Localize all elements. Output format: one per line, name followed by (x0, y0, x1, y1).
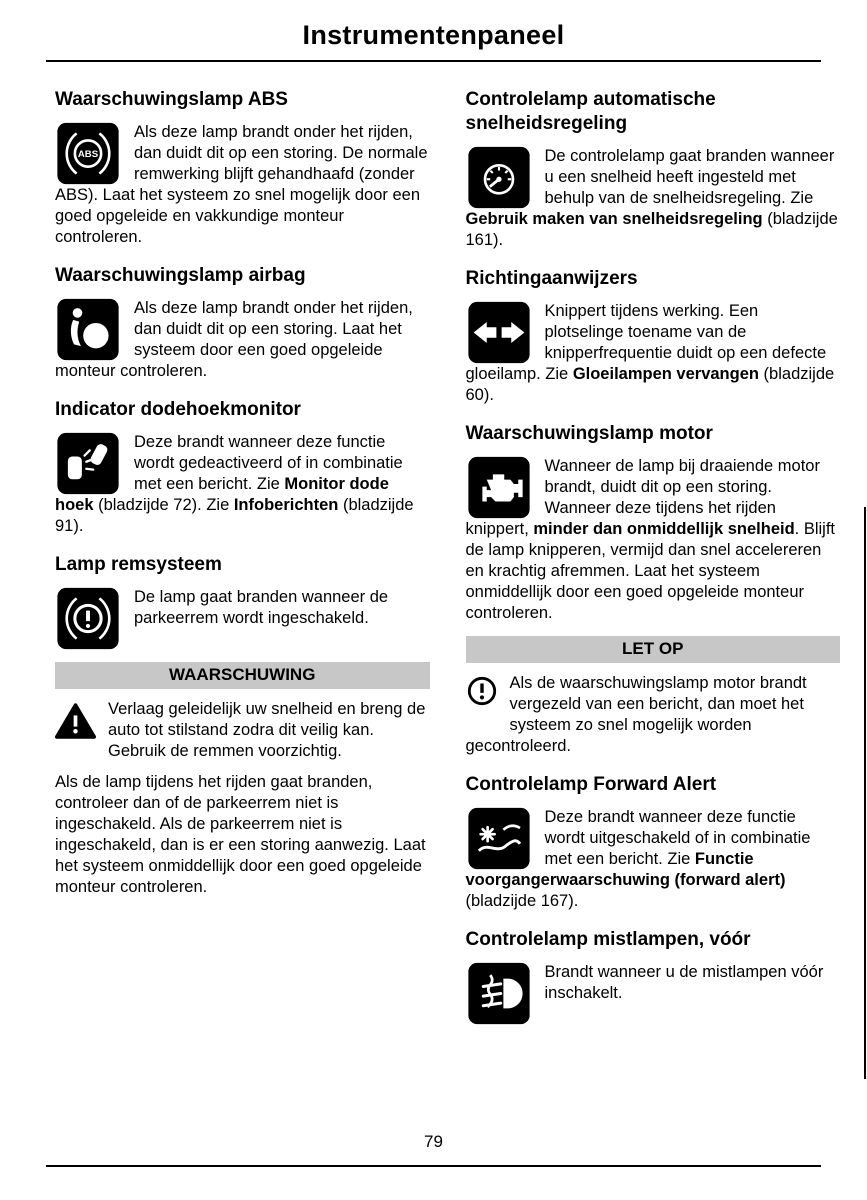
section-heading: Controlelamp mistlampen, vóór (465, 929, 751, 950)
section-body (55, 298, 430, 382)
section-heading: Richtingaanwijzers (465, 268, 638, 289)
forward-alert-icon (466, 807, 532, 870)
section-heading: Indicator dodehoekmonitor (55, 399, 301, 420)
section-text: Als deze lamp brandt onder het rijden, dan duidt dit op een storing. De normale remwerking blijft gehandhaafd (zonder ABS). Laat het systeem zo snel mogelijk door een goed opgeleide en vakkundige monteur controleren. (55, 123, 428, 246)
left-column (55, 76, 430, 1035)
section-heading: Controlelamp Forward Alert (465, 774, 717, 795)
section-turn-signals (466, 267, 841, 406)
section-text: Knippert tijdens werking. Een plotselinge toename van de knipperfrequentie duidt op een defecte gloeilamp. Zie Gloeilampen vervangen (bladzijde 60). (465, 302, 835, 404)
section-forward-alert (466, 773, 841, 912)
brake-note-text: Als de lamp tijdens het rijden gaat branden, controleer dan of de parkeerrem niet is ingeschakeld. Als de parkeerrem niet is ingeschakeld, dan is er een storing aanwezig. Laat het systeem onmiddellijk door een goed opgeleide monteur controleren. (55, 773, 426, 896)
bottom-rule (46, 1165, 821, 1167)
section-text: Brandt wanneer u de mistlampen vóór inschakelt. (544, 963, 824, 1002)
section-body (55, 587, 430, 650)
page-content (0, 62, 867, 1035)
section-text: De controlelamp gaat branden wanneer u een snelheid heeft ingesteld met behulp van de snelheidsregeling. Zie Gebruik maken van snelheidsregeling (bladzijde 161). (465, 147, 838, 249)
section-body (55, 122, 430, 248)
section-brake-system (55, 553, 430, 650)
letop-body (466, 673, 841, 757)
section-front-fog (466, 928, 841, 1025)
section-text: Als deze lamp brandt onder het rijden, dan duidt dit op een storing. Laat het systeem door een goed opgeleide monteur controleren. (55, 299, 413, 380)
warning-text: Verlaag geleidelijk uw snelheid en breng de auto tot stilstand zodra dit veilig kan. Gebruik de remmen voorzichtig. (108, 700, 426, 760)
warning-banner: WAARSCHUWING (55, 662, 430, 689)
cruise-control-icon (466, 146, 532, 209)
section-body (55, 432, 430, 537)
page-number: 79 (424, 1132, 443, 1151)
section-body (466, 301, 841, 406)
section-body (466, 807, 841, 912)
section-heading: Waarschuwingslamp airbag (55, 265, 306, 286)
page-title: Instrumentenpaneel (302, 20, 565, 50)
section-edge-mark (864, 507, 866, 1079)
section-body (466, 962, 841, 1025)
engine-warning-icon (466, 456, 532, 519)
blind-spot-indicator-icon (55, 432, 121, 495)
section-heading: Waarschuwingslamp motor (465, 423, 713, 444)
right-column (466, 76, 841, 1035)
section-body (466, 146, 841, 251)
letop-text: Als de waarschuwingslamp motor brandt vergezeld van een bericht, dan moet het systeem zo snel mogelijk worden gecontroleerd. (465, 674, 807, 755)
section-text: Deze brandt wanneer deze functie wordt gedeactiveerd of in combinatie met een bericht. Zie Monitor dode hoek (bladzijde 72). Zie Infoberichten (bladzijde 91). (55, 433, 414, 535)
letop-banner: LET OP (466, 636, 841, 663)
section-airbag-warning (55, 264, 430, 382)
front-fog-lamp-icon (466, 962, 532, 1025)
brake-note (55, 772, 430, 898)
warning-body (55, 699, 430, 762)
section-text: De lamp gaat branden wanneer de parkeerrem wordt ingeschakeld. (134, 588, 389, 627)
section-engine-warning (466, 422, 841, 624)
airbag-warning-icon (55, 298, 121, 361)
section-text: Deze brandt wanneer deze functie wordt uitgeschakeld of in combinatie met een bericht. Zie Functie voorgangerwaarschuwing (forward alert) (bladzijde 167). (465, 808, 811, 910)
section-abs-warning (55, 88, 430, 248)
section-heading: Controlelamp automatische snelheidsregeling (465, 89, 716, 134)
brake-warning-icon (55, 587, 121, 650)
section-body (466, 456, 841, 624)
section-cruise-control (466, 88, 841, 251)
abs-icon-label: ABS (77, 149, 99, 160)
section-text: Wanneer de lamp bij draaiende motor brandt, duidt dit op een storing. Wanneer deze tijdens het rijden knippert, minder dan onmiddellijk snelheid. Blijft de lamp knipperen, vermijd dan snel accelereren en krachtig afremmen. Laat het systeem onmiddellijk door een goed opgeleide monteur controleren. (465, 457, 836, 622)
section-heading: Lamp remsysteem (55, 554, 222, 575)
alert-exclamation-icon (466, 673, 506, 736)
warning-triangle-icon (55, 699, 103, 762)
section-heading: Waarschuwingslamp ABS (55, 89, 288, 110)
turn-signals-icon (466, 301, 532, 364)
section-blind-spot (55, 398, 430, 537)
abs-warning-icon (55, 122, 121, 185)
